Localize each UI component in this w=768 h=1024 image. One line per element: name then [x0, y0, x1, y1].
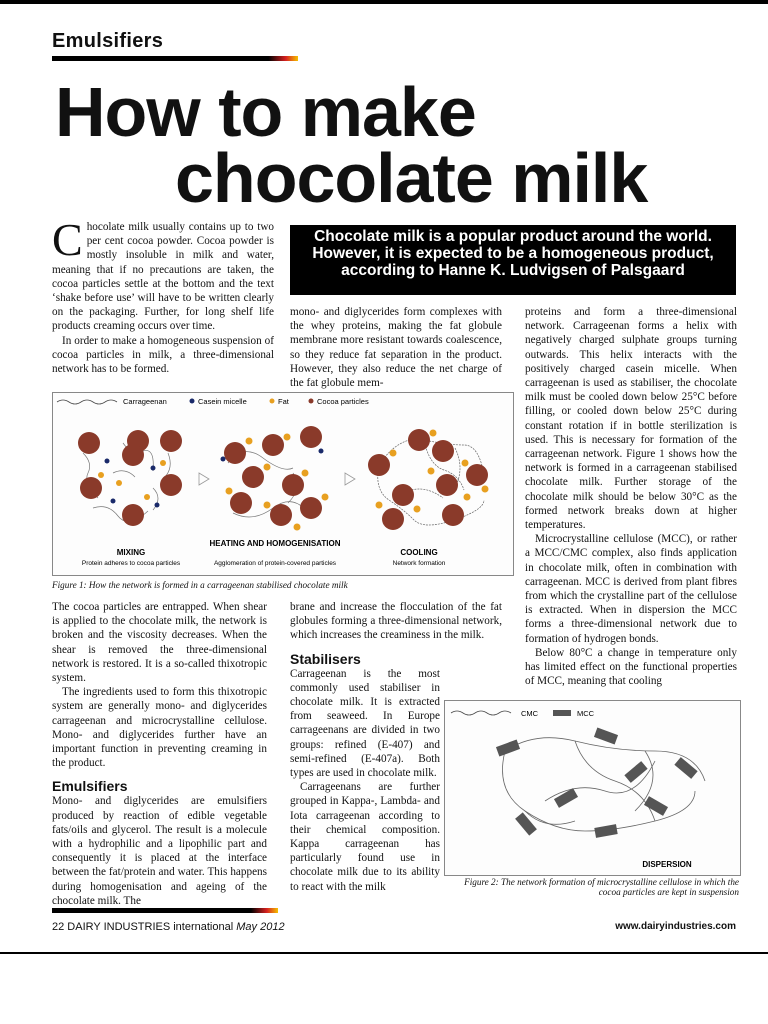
body-paragraph: In order to make a homogeneous suspension of cocoa particles in milk, a three-dimensional network has to be formed. [52, 334, 274, 376]
section-label: Emulsifiers [52, 30, 164, 52]
article-title-line1: How to make [55, 73, 476, 151]
legend-fat-label: Fat [278, 397, 289, 406]
body-paragraph: The ingredients used to form this thixotropic system are generally mono- and diglycerides carrageenan and microcrystalline cellulose. Mono- and diglycerides further have an important function in preventing creaming in the product. [52, 686, 267, 770]
legend-casein-swatch [190, 399, 195, 404]
figure1-diagram [52, 392, 514, 576]
cmc-network [503, 738, 706, 831]
figure2-diagram [444, 700, 741, 876]
stage-label-cooling: COOLING [400, 548, 438, 557]
legend-carrageenan-swatch [57, 400, 117, 404]
legend-carrageenan-label: Carrageenan [123, 397, 167, 406]
stage-label-heating: HEATING AND HOMOGENISATION [209, 539, 341, 548]
body-paragraph: brane and increase the flocculation of the fat globules forming a three-dimensional network, which increases the creaminess in the milk. [290, 601, 502, 642]
footer-url[interactable]: www.dairyindustries.com [615, 921, 736, 932]
section-rule [52, 56, 298, 61]
article-title-line2: chocolate milk [175, 139, 648, 217]
intro-paragraph: hocolate milk usually contains up to two per cent cocoa powder. Cocoa powder is mostly insoluble in milk and water, meaning that if no precautions are taken, the cocoa particles settle at the bottom and the text ‘shake before use’ will have to be written clearly on the packaging. Further, for long shelf life products creaming occurs over time. [52, 221, 274, 333]
body-paragraph: Below 80°C a change in temperature only has limited effect on the functional properties of MCC, meaning that cooling [525, 646, 737, 688]
column3 [525, 305, 737, 688]
stage-mixing-particles [78, 430, 182, 526]
stage-sub-cooling: Network formation [392, 560, 446, 567]
footer-left [52, 921, 285, 933]
stage-sub-mixing: Protein adheres to cocoa particles [81, 560, 181, 567]
arrow-2 [345, 473, 355, 485]
top-border [0, 0, 768, 4]
column1-top [52, 214, 274, 376]
body-paragraph: Carrageenans are further grouped in Kappa-, Lambda- and Iota carrageenan according to their chemical composition. Kappa carrageenan has particularly found use in chocolate milk due to its ability to react with the milk [290, 781, 440, 893]
stage-cooling-particles [368, 429, 489, 530]
figure2-svg [445, 701, 740, 875]
legend-mcc-label: MCC [577, 709, 595, 718]
figure2-caption: Figure 2: The network formation of microcrystalline cellulose in which the cocoa particles are kept in suspension [464, 877, 739, 897]
figure1-caption: Figure 1: How the network is formed in a carrageenan stabilised chocolate milk [52, 580, 348, 590]
legend-cocoa-swatch [309, 399, 314, 404]
bottom-border [0, 952, 768, 954]
footer-date: May 2012 [236, 921, 285, 933]
figure1-svg [53, 393, 513, 575]
legend-casein-label: Casein micelle [198, 397, 247, 406]
legend-cmc-swatch [451, 711, 511, 715]
column2-top: mono- and diglycerides form complexes with the whey proteins, making the fat globule membrane more resistant towards coalescence, so they reduce fat separation in the product. However, they also reduce the net charge of the fat globule mem- [290, 306, 502, 390]
figure2-label: DISPERSION [642, 860, 692, 869]
footer-rule [52, 908, 278, 913]
legend-cmc-label: CMC [521, 709, 539, 718]
column1-bottom [52, 600, 267, 908]
arrow-1 [199, 473, 209, 485]
legend-mcc-swatch [553, 710, 571, 716]
drop-cap: C [52, 214, 83, 265]
stage-sub-heating: Agglomeration of protein-covered particles [213, 560, 337, 567]
standfirst-box: Chocolate milk is a popular product around the world. However, it is expected to be a homogeneous product, according to Hanne K. Ludvigsen of Palsgaard [290, 225, 736, 295]
body-paragraph: proteins and form a three-dimensional network. Carrageenan forms a helix with negatively charged sulphate groups turning outwards. This helix interacts with the positively charged casein micelle. When carrageenan is used as stabiliser, the chocolate milk must be cooled down below 25°C before filling, or cooled down below 25°C during constant rotation if in bottle sterilization is used. This is necessary for formation of the carrageenan network. Figure 1 shows how the network is formed in a carrageenan stabilised chocolate milk. Further storage of the chocolate milk should be below 30°C as the formed network breaks down at higher temperatures. [525, 306, 737, 532]
body-paragraph: Carrageenan is the most commonly used stabiliser in chocolate milk. It is extracted from seaweed. In Europe carrageenans are divided in two groups: refined (E-407) and semi-refined (E-407a). Both types are used in chocolate milk. [290, 667, 440, 780]
body-paragraph: Microcrystalline cellulose (MCC), or rather a MCC/CMC complex, also finds application in chocolate milk, often in combination with carrageenan. MCC is derived from plant fibres from which the crystalline part of the cellulose is extracted. When in dispersion the MCC forms a three-dimensional network due to formation of hydrogen bonds. [525, 533, 737, 645]
body-paragraph: The cocoa particles are entrapped. When shear is applied to the chocolate milk, the network is broken and the viscosity decreases. When the shear is removed the three-dimensional network is restored. It is a so-called thixotropic system. [52, 601, 267, 685]
legend-cocoa-label: Cocoa particles [317, 397, 369, 406]
subheading-stabilisers: Stabilisers [290, 650, 361, 667]
mcc-crystals [496, 728, 698, 838]
legend-fat-swatch [270, 399, 275, 404]
footer-publication: 22 DAIRY INDUSTRIES international [52, 921, 234, 933]
subheading-emulsifiers: Emulsifiers [52, 778, 128, 795]
stage-label-mixing: MIXING [116, 548, 146, 557]
body-paragraph: Mono- and diglycerides are emulsifiers produced by reaction of edible vegetable fats/oils and glycerol. The result is a molecule with a hydrophilic and a lipophilic part and consequently it is placed at the interface between the fat/protein and water. This happens during homogenisation and ageing of the chocolate milk. The [52, 795, 267, 907]
